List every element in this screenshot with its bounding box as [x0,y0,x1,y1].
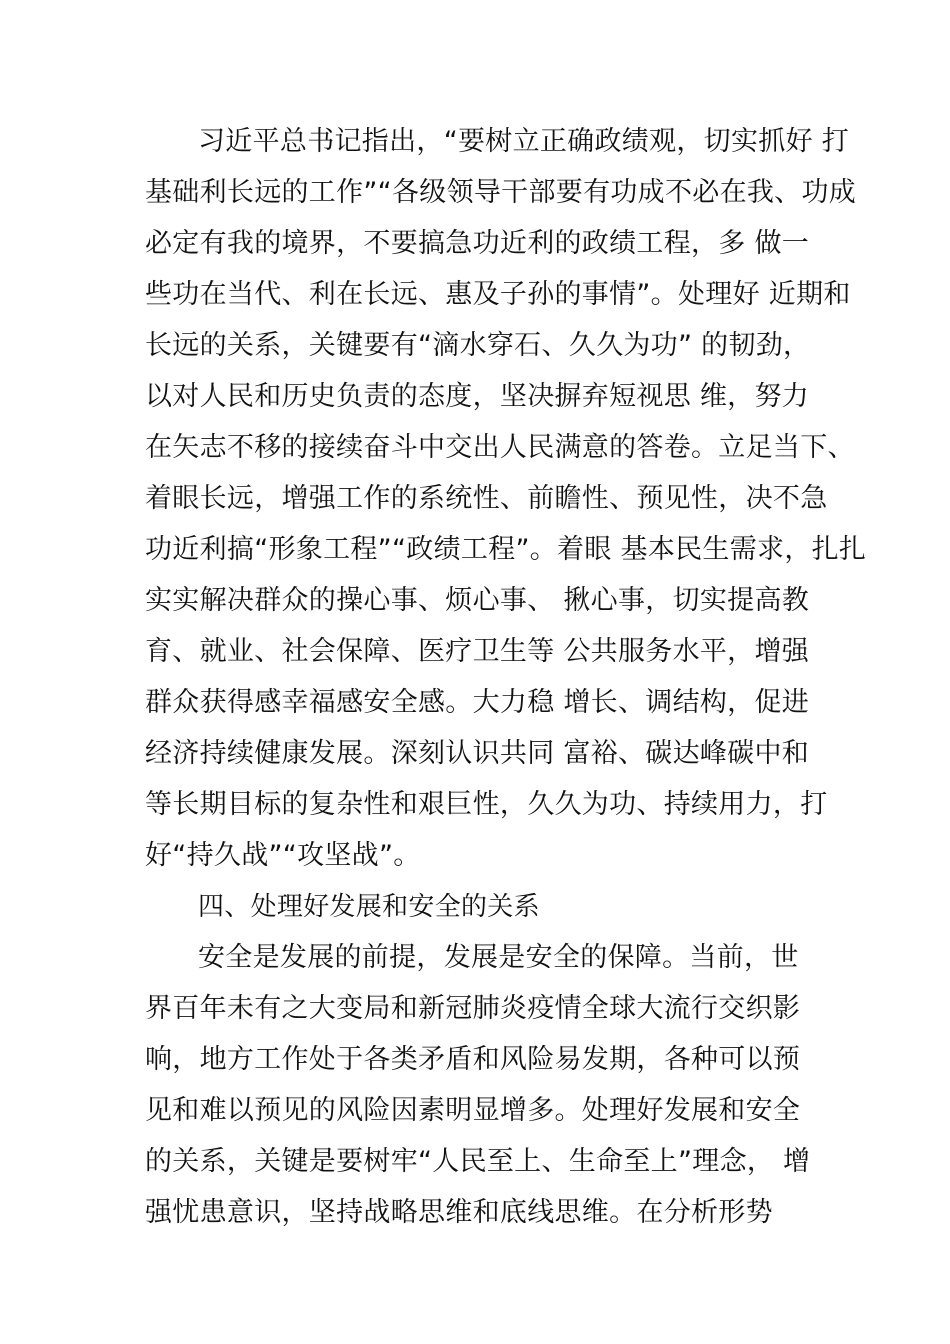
paragraph-2-line-5: 的关系，关键是要树牢“人民至上、生命至上”理念， 增 [145,1146,811,1177]
paragraph-1-line-14: 等长期目标的复杂性和艰巨性，久久为功、持续用力，打 [145,789,828,820]
paragraph-1-line-1: 习近平总书记指出，“要树立正确政绩观，切实抓好 打 [198,126,850,157]
paragraph-2-line-4: 见和难以预见的风险因素明显增多。处理好发展和安全 [145,1095,801,1126]
paragraph-1-line-5: 长远的关系，关键要有“滴水穿石、久久为功” 的韧劲， [145,330,811,361]
paragraph-1-line-4: 些功在当代、利在长远、惠及子孙的事情”。处理好 近期和 [145,279,851,310]
paragraph-1-line-6: 以对人民和历史负责的态度，坚决摒弃短视思 维，努力 [145,381,810,412]
paragraph-1-line-8: 着眼长远，增强工作的系统性、前瞻性、预见性，决不急 [145,483,828,514]
paragraph-1-line-10: 实实解决群众的操心事、烦心事、 揪心事，切实提高教 [145,585,810,616]
paragraph-1-line-2: 基础利长远的工作”“各级领导干部要有功成不必在我、功成 [145,177,857,208]
paragraph-1-line-7: 在矢志不移的接续奋斗中交出人民满意的答卷。立足当下、 [145,432,855,463]
paragraph-1-line-12: 群众获得感幸福感安全感。大力稳 增长、调结构，促进 [145,687,810,718]
paragraph-2-line-1: 安全是发展的前提，发展是安全的保障。当前，世 [198,942,799,973]
section-heading: 四、处理好发展和安全的关系 [198,892,540,922]
paragraph-2-line-3: 响，地方工作处于各类矛盾和风险易发期，各种可以预 [145,1044,801,1075]
paragraph-1-line-11: 育、就业、社会保障、医疗卫生等 公共服务水平，增强 [145,636,810,667]
paragraph-1-line-15: 好“持久战”“攻坚战”。 [145,840,421,871]
paragraph-1-line-3: 必定有我的境界，不要搞急功近利的政绩工程，多 做一 [145,228,810,259]
paragraph-2-line-2: 界百年未有之大变局和新冠肺炎疫情全球大流行交织影 [145,993,801,1024]
paragraph-1-line-9: 功近利搞“形象工程”“政绩工程”。着眼 基本民生需求，扎扎 [145,534,867,565]
paragraph-1-line-13: 经济持续健康发展。深刻认识共同 富裕、碳达峰碳中和 [145,738,810,769]
paragraph-2-line-6: 强忧患意识，坚持战略思维和底线思维。在分析形势 [145,1197,773,1228]
